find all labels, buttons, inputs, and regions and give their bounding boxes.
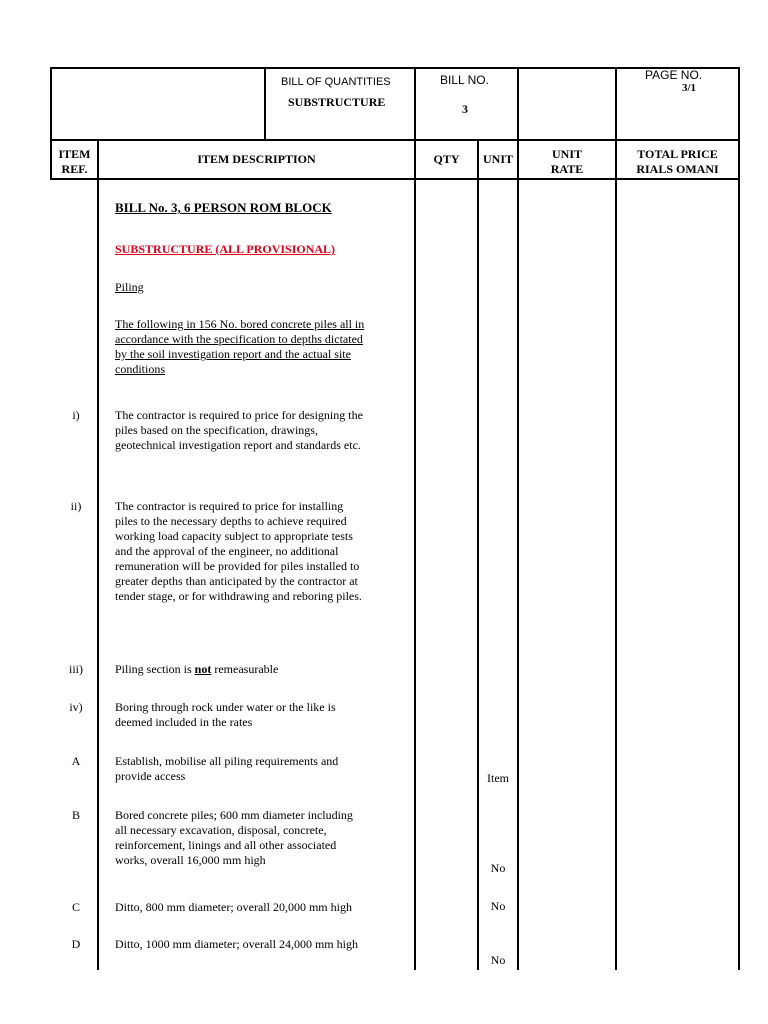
col-header-qty: QTY [433, 152, 460, 166]
item-desc-line: piles based on the specification, drawings, [115, 423, 318, 437]
piling-intro-line: conditions [115, 362, 165, 376]
item-desc-line: Bored concrete piles; 600 mm diameter including [115, 808, 353, 822]
piling-intro-line: by the soil investigation report and the actual site [115, 347, 351, 361]
col-header-unit: UNIT [482, 152, 513, 166]
item-desc-line: remuneration will be provided for piles installed to [115, 559, 360, 573]
item-desc-text: remeasurable [211, 662, 279, 676]
piling-intro-line: The following in 156 No. bored concrete piles all in [115, 317, 365, 331]
item-desc-line: all necessary excavation, disposal, concrete, [115, 823, 327, 837]
header-box-line [264, 67, 266, 140]
item-desc-emphasis: not [194, 662, 212, 676]
col-header-unit-rate-line2: RATE [550, 162, 584, 176]
col-line-qty [477, 139, 479, 970]
col-header-total-price-line1: TOTAL PRICE [637, 147, 718, 161]
col-header-item-ref [52, 147, 97, 177]
item-desc-text: Piling section is [115, 662, 195, 676]
col-line-unit [517, 139, 519, 970]
header-divider [50, 139, 740, 141]
item-ref-iii: iii) [69, 662, 83, 676]
item-desc-d [115, 937, 415, 952]
item-desc-line: Ditto, 800 mm diameter; overall 20,000 mm high [115, 900, 352, 914]
col-line-rate [615, 67, 617, 970]
col-header-item-ref-line2: REF. [61, 162, 88, 176]
item-desc-line: Establish, mobilise all piling requirements and [115, 754, 339, 768]
col-header-item-ref-line1: ITEM [58, 147, 91, 161]
item-unit-c: No [490, 899, 506, 913]
item-desc-line: reinforcement, linings and all other associated [115, 838, 337, 852]
item-ref-b: B [71, 808, 80, 822]
item-desc-line: working load capacity subject to appropriate tests [115, 529, 353, 543]
col-header-total-price [617, 147, 738, 177]
bill-no-value: 3 [462, 102, 468, 116]
col-header-total-price-line2: RIALS OMANI [636, 162, 719, 176]
piling-intro-line: accordance with the specification to depths dictated [115, 332, 363, 346]
substructure-label: SUBSTRUCTURE [288, 95, 386, 109]
column-header-divider [50, 178, 740, 180]
item-ref-ii: ii) [70, 499, 82, 513]
col-header-unit-rate [519, 147, 615, 177]
piling-heading: Piling [115, 280, 144, 294]
col-line-ref [97, 139, 99, 970]
item-desc-a [115, 754, 415, 784]
header-billno-line [517, 67, 519, 140]
col-header-description: ITEM DESCRIPTION [197, 152, 316, 166]
item-desc-line: piles to the necessary depths to achieve required [115, 514, 347, 528]
piling-intro [115, 317, 415, 377]
item-ref-a: A [71, 754, 81, 768]
item-unit-b: No [490, 861, 506, 875]
bill-of-quantities-label: BILL OF QUANTITIES [281, 76, 391, 88]
item-desc-line: works, overall 16,000 mm high [115, 853, 266, 867]
item-desc-b [115, 808, 415, 868]
page-no-label: PAGE NO. [645, 68, 703, 82]
section-title: SUBSTRUCTURE (ALL PROVISIONAL) [115, 242, 336, 256]
bill-no-label: BILL NO. [440, 73, 489, 87]
page-no-value: 3/1 [682, 82, 697, 94]
table-top-border [50, 67, 740, 69]
item-ref-iv: iv) [69, 700, 83, 714]
item-desc-ii [115, 499, 415, 604]
item-desc-line: tender stage, or for withdrawing and reboring piles. [115, 589, 362, 603]
item-desc-line: geotechnical investigation report and standards etc. [115, 438, 361, 452]
item-ref-d: D [71, 937, 81, 951]
item-unit-a: Item [487, 771, 509, 785]
item-desc-line: Boring through rock under water or the like is [115, 700, 336, 714]
item-ref-c: C [71, 900, 80, 914]
item-desc-iv [115, 700, 415, 730]
item-unit-d: No [490, 953, 506, 967]
bill-title: BILL No. 3, 6 PERSON ROM BLOCK [115, 200, 332, 215]
item-desc-i [115, 408, 415, 453]
item-desc-line: The contractor is required to price for designing the [115, 408, 363, 422]
item-desc-line: and the approval of the engineer, no additional [115, 544, 339, 558]
item-desc-line: provide access [115, 769, 186, 783]
table-right-border [738, 67, 740, 970]
item-ref-i: i) [72, 408, 80, 422]
table-left-border [50, 67, 52, 140]
item-desc-line: Ditto, 1000 mm diameter; overall 24,000 mm high [115, 937, 358, 951]
item-desc-line: greater depths than anticipated by the contractor at [115, 574, 358, 588]
col-header-unit-rate-line1: UNIT [551, 147, 582, 161]
item-desc-iii [115, 662, 415, 677]
item-desc-line: deemed included in the rates [115, 715, 253, 729]
item-desc-line: The contractor is required to price for installing [115, 499, 344, 513]
item-desc-c [115, 900, 415, 915]
